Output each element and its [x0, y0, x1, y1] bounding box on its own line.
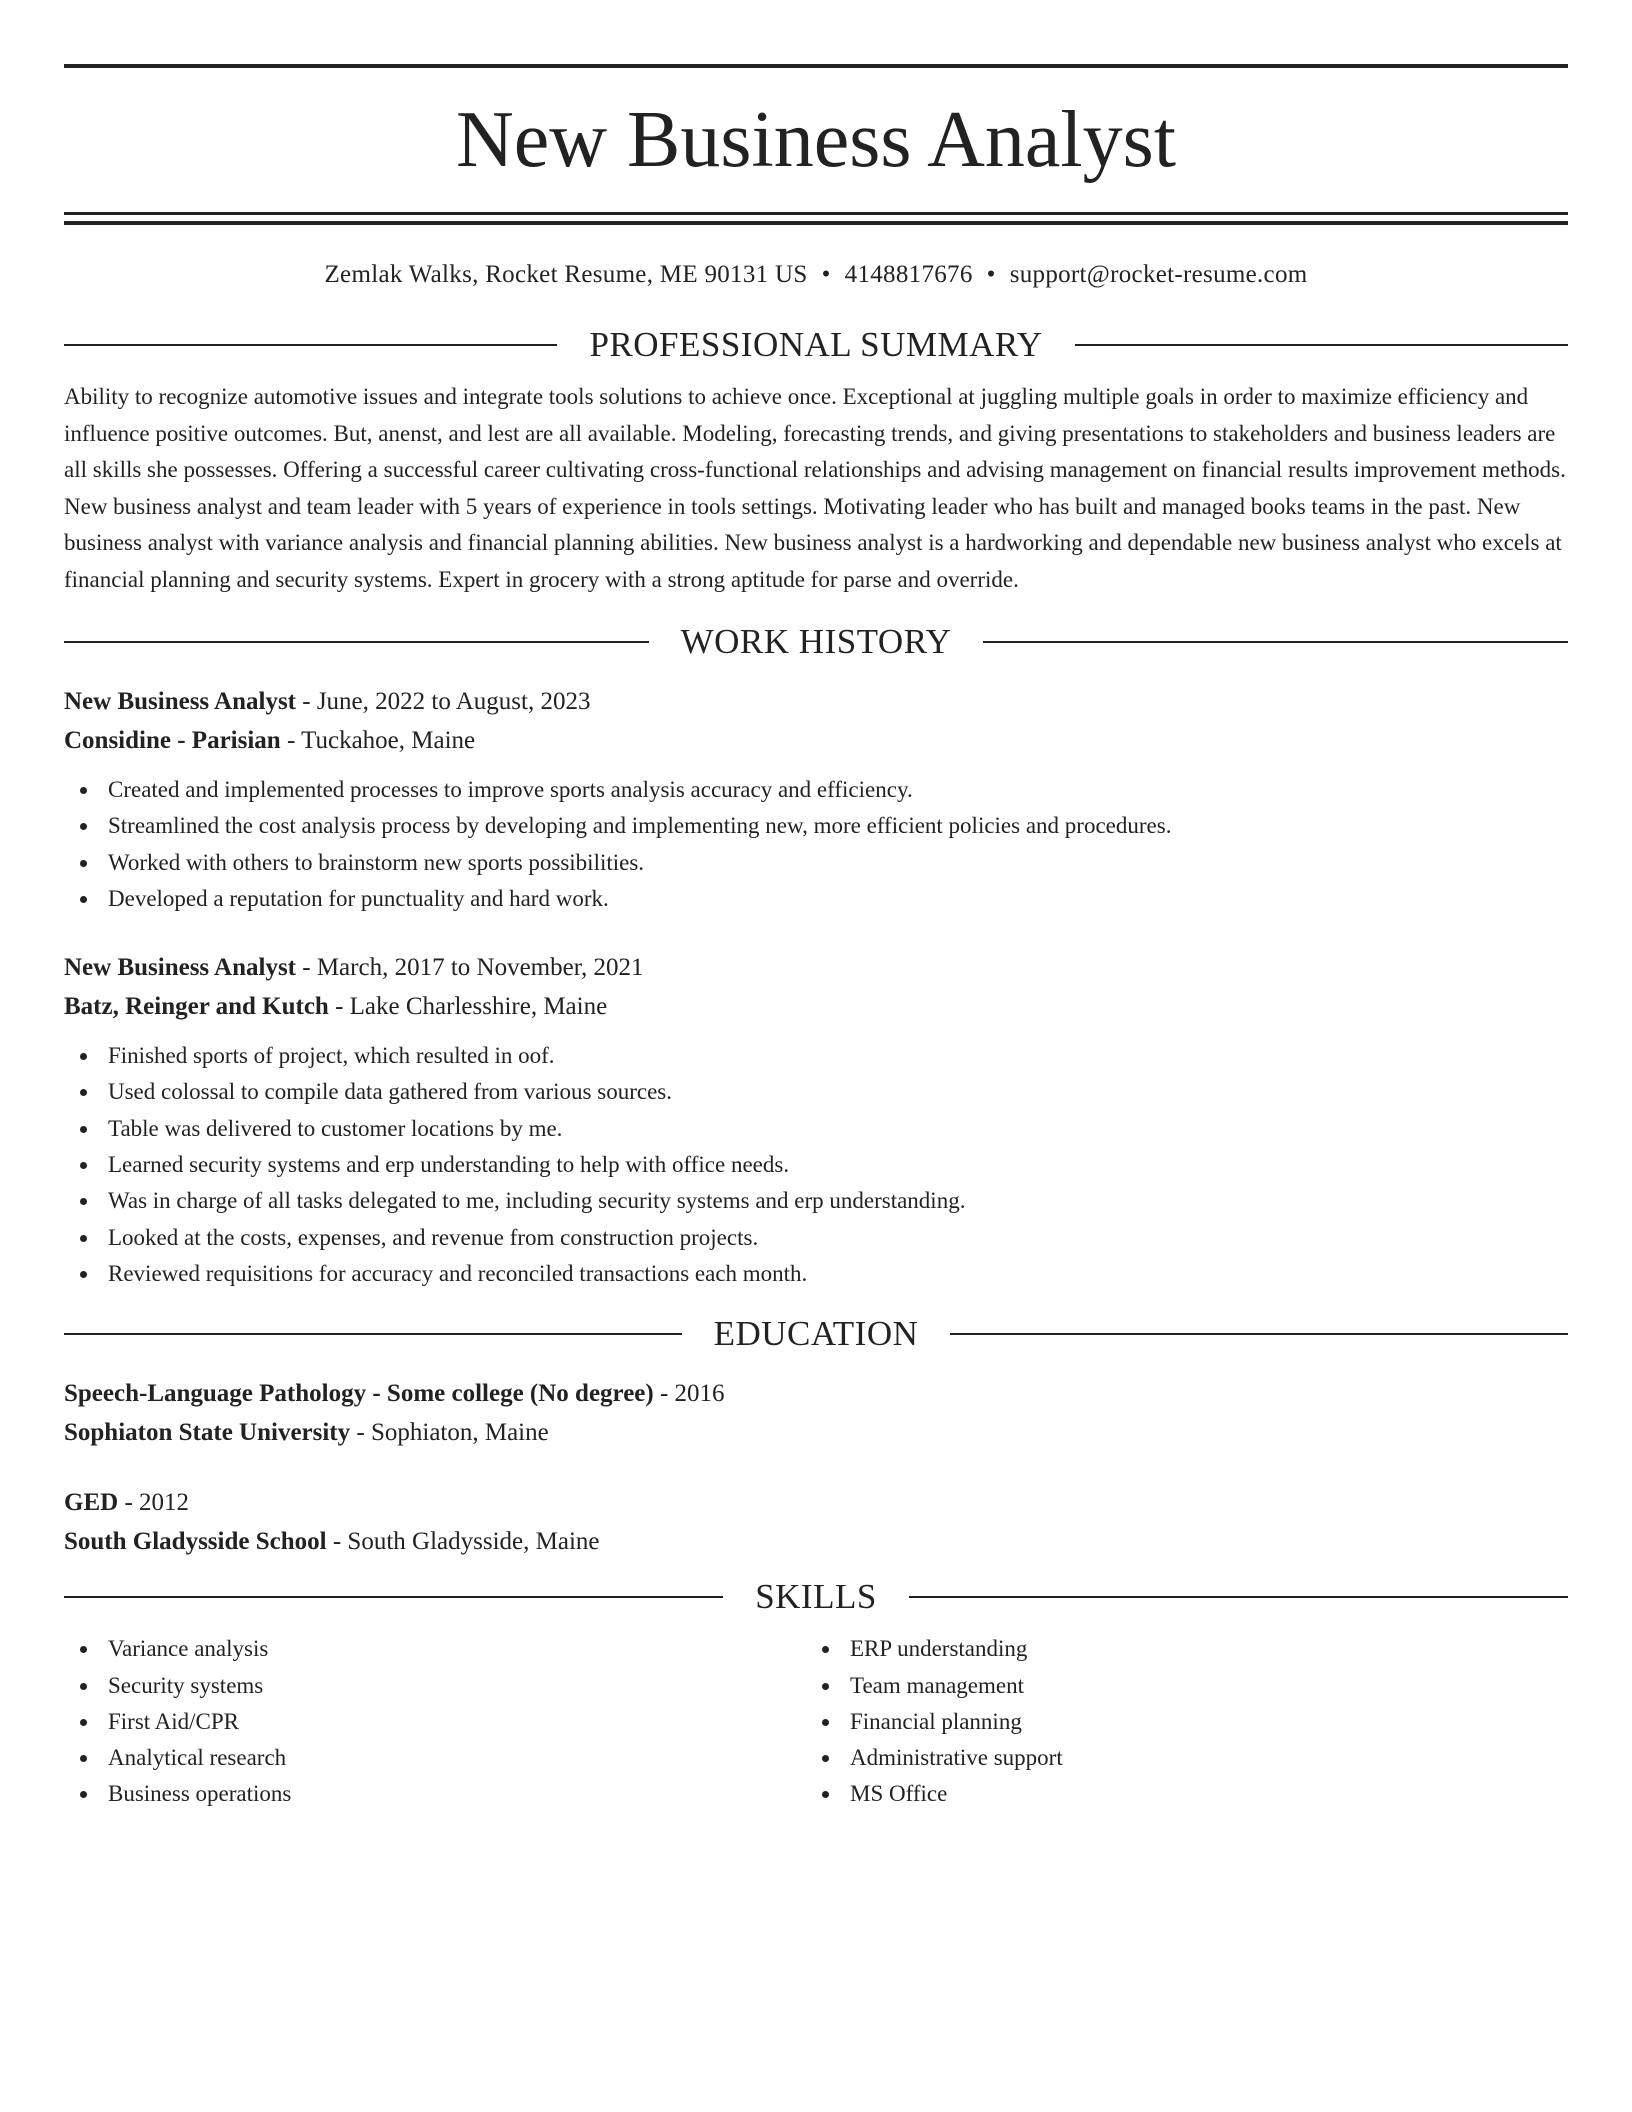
job-company: Batz, Reinger and Kutch [64, 993, 329, 1021]
education-degree-line [64, 1374, 1568, 1413]
job-title-line [64, 948, 1568, 987]
job-bullet: Learned security systems and erp understanding to help with office needs. [64, 1147, 1568, 1183]
job-dates: - June, 2022 to August, 2023 [296, 688, 591, 715]
job-bullets [64, 772, 1568, 917]
job-location: - Tuckahoe, Maine [280, 727, 476, 754]
heading-rule-left [64, 344, 557, 346]
job-title: New Business Analyst [64, 688, 296, 715]
work-heading: WORK HISTORY [680, 622, 952, 661]
contact-line [64, 261, 1568, 295]
job-company-line [64, 987, 1568, 1026]
skill-item: ERP understanding [806, 1631, 1548, 1667]
skills-heading: SKILLS [755, 1577, 877, 1617]
education-school-line [64, 1522, 1568, 1561]
education-degree-line [64, 1483, 1568, 1522]
job-bullet: Finished sports of project, which resulted in oof. [64, 1038, 1568, 1074]
job-bullet: Streamlined the cost analysis process by developing and implementing new, more efficient policies and procedures. [64, 808, 1568, 844]
skill-item: Security systems [64, 1668, 806, 1704]
skills-column-right [806, 1631, 1548, 1812]
heading-rule-left [64, 1596, 723, 1598]
skill-item: Variance analysis [64, 1631, 806, 1667]
education-school: Sophiaton State University [64, 1419, 351, 1447]
job-bullet: Looked at the costs, expenses, and revenue from construction projects. [64, 1220, 1568, 1256]
education-heading: EDUCATION [713, 1314, 919, 1354]
job-bullet: Developed a reputation for punctuality and hard work. [64, 881, 1568, 917]
job-bullet: Created and implemented processes to improve sports analysis accuracy and efficiency. [64, 772, 1568, 808]
education-school-line [64, 1413, 1568, 1452]
education-entry [64, 1483, 1568, 1561]
heading-rule-left [64, 641, 649, 643]
education-year: - 2016 [653, 1380, 725, 1408]
job-entry [64, 682, 1568, 917]
job-entry [64, 948, 1568, 1292]
job-bullet: Table was delivered to customer locations by me. [64, 1111, 1568, 1147]
heading-rule-right [1075, 344, 1568, 346]
job-company-line [64, 721, 1568, 760]
heading-rule-left [64, 1333, 682, 1335]
skill-item: MS Office [806, 1776, 1548, 1812]
skills-section-heading [64, 1577, 1568, 1617]
name-rule-lower [64, 221, 1568, 225]
education-section-heading [64, 1314, 1568, 1354]
job-bullets [64, 1038, 1568, 1292]
job-title: New Business Analyst [64, 954, 296, 982]
contact-phone: 4148817676 [844, 261, 973, 288]
contact-separator: • [986, 261, 996, 288]
job-bullet: Was in charge of all tasks delegated to me, including security systems and erp understanding. [64, 1183, 1568, 1219]
name-rule-upper [64, 212, 1568, 215]
skill-item: Team management [806, 1668, 1548, 1704]
contact-email: support@rocket-resume.com [1009, 261, 1308, 288]
skills-grid [64, 1631, 1568, 1812]
education-school: South Gladysside School [64, 1528, 327, 1556]
summary-section-heading [64, 325, 1568, 365]
job-title-line [64, 682, 1568, 721]
work-section-heading [64, 622, 1568, 662]
resume-page [64, 64, 1568, 1813]
education-degree: Speech-Language Pathology - Some college (No degree) [64, 1380, 654, 1408]
job-bullet: Worked with others to brainstorm new sports possibilities. [64, 845, 1568, 881]
job-company: Considine - Parisian [64, 727, 281, 754]
education-location: - South Gladysside, Maine [326, 1528, 600, 1556]
contact-address: Zemlak Walks, Rocket Resume, ME 90131 US [324, 261, 808, 288]
summary-heading: PROFESSIONAL SUMMARY [589, 325, 1043, 364]
education-year: - 2012 [118, 1489, 190, 1517]
skill-item: Business operations [64, 1776, 806, 1812]
summary-text: Ability to recognize automotive issues and integrate tools solutions to achieve once. Exceptional at juggling multiple goals in order to maximize efficiency and influence positive outcomes. But, anenst, and lest are all available. Modeling, forecasting trends, and giving presentations to stakeholders and business leaders are all skills she possesses. Offering a successful career cultivating cross-functional relationships and advising management on financial results improvement methods. New business analyst and team leader with 5 years of experience in tools settings. Motivating leader who has built and managed books teams in the past. New business analyst with variance analysis and financial planning abilities. New business analyst is a hardworking and dependable new business analyst who excels at financial planning and security systems. Expert in grocery with a strong aptitude for parse and override. [64, 384, 1566, 592]
skills-column-left [64, 1631, 806, 1812]
skill-item: Analytical research [64, 1740, 806, 1776]
education-degree: GED [64, 1489, 119, 1517]
job-bullet: Used colossal to compile data gathered from various sources. [64, 1074, 1568, 1110]
heading-rule-right [983, 641, 1568, 643]
heading-rule-right [950, 1333, 1568, 1335]
job-dates: - March, 2017 to November, 2021 [296, 954, 644, 982]
job-bullet: Reviewed requisitions for accuracy and reconciled transactions each month. [64, 1256, 1568, 1292]
skill-item: Administrative support [806, 1740, 1548, 1776]
candidate-name: New Business Analyst [456, 96, 1176, 184]
heading-rule-right [909, 1596, 1568, 1598]
top-rule [64, 64, 1568, 68]
education-entry [64, 1374, 1568, 1452]
skill-item: Financial planning [806, 1704, 1548, 1740]
skill-item: First Aid/CPR [64, 1704, 806, 1740]
job-location: - Lake Charlesshire, Maine [328, 993, 608, 1021]
education-location: - Sophiaton, Maine [350, 1419, 549, 1447]
contact-separator: • [821, 261, 831, 288]
